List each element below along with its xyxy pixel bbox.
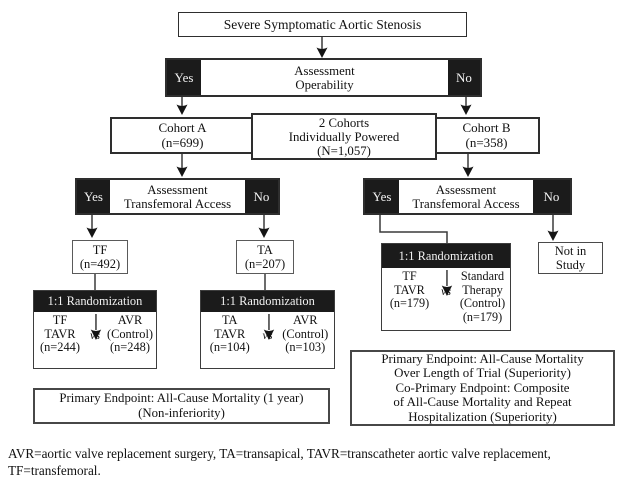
randomization-body (382, 268, 510, 330)
arm-line: Therapy (462, 282, 503, 297)
arrowhead-icon (463, 167, 474, 178)
not-in-study-line2: Study (555, 258, 586, 272)
operability-yes-tag (167, 60, 201, 95)
yes-label: Yes (372, 188, 392, 204)
arm-tavr (201, 314, 259, 368)
randomization-header (382, 244, 510, 268)
arrowhead-icon (87, 228, 98, 239)
arm-line: TAVR (44, 326, 76, 341)
arm-control (104, 314, 156, 368)
ata-left-line1: Assessment (147, 182, 208, 197)
arm-line: (Control) (459, 296, 506, 310)
cohorts-center-box (251, 113, 437, 160)
operability-line2: Operability (295, 77, 354, 92)
no-label: No (253, 188, 270, 204)
arm-line: TA (221, 313, 238, 327)
arm-tavr (382, 270, 437, 330)
title-text: Severe Symptomatic Aortic Stenosis (223, 16, 422, 32)
arm-line: TAVR (394, 282, 425, 297)
yes-label: Yes (84, 188, 103, 204)
ata-right-line1: Assessment (435, 182, 497, 197)
randomization-body (34, 312, 156, 368)
cohort-b-name: Cohort B (462, 120, 511, 135)
arrowhead-icon (177, 167, 188, 178)
vs-divider (437, 270, 455, 330)
tf-label: TF (92, 243, 108, 257)
randomization-header-text: 1:1 Randomization (220, 294, 315, 308)
legend-line2: TF=transfemoral. (8, 462, 101, 478)
endpoint-box-cohort-b (350, 350, 615, 426)
ata-left-label (110, 180, 245, 213)
ata-right-label (399, 180, 533, 213)
endpoint-line: Over Length of Trial (Superiority) (394, 366, 571, 381)
ata-left-no-tag (245, 180, 278, 213)
no-label: No (543, 188, 560, 204)
vs-label: vs (262, 328, 273, 342)
endpoint-line: Co-Primary Endpoint: Composite (395, 380, 570, 395)
randomization-header (34, 291, 156, 312)
endpoint-line: Hospitalization (Superiority) (408, 409, 557, 424)
endpoint-line: Primary Endpoint: All-Cause Mortality (381, 351, 584, 366)
tf-box (72, 240, 128, 274)
yes-label: Yes (174, 69, 194, 85)
cohort-a-name: Cohort A (158, 120, 207, 135)
arm-control (277, 314, 335, 368)
ata-left-yes-tag (77, 180, 110, 213)
operability-line1: Assessment (294, 63, 355, 78)
operability-label (201, 60, 448, 95)
arm-standard-therapy (455, 270, 510, 330)
ata-left-bar (75, 178, 280, 215)
arrowhead-icon (461, 105, 472, 116)
operability-bar (165, 58, 482, 97)
endpoint-line: (Non-inferiority) (138, 406, 225, 420)
cohort-b-cell (435, 119, 538, 152)
arrowhead-icon (317, 48, 328, 59)
arrowhead-icon (177, 105, 188, 116)
arm-line: Standard (460, 269, 505, 283)
randomization-header-text: 1:1 Randomization (47, 294, 143, 308)
randomization-box-tf (33, 290, 157, 369)
ata-left-line2: Transfemoral Access (123, 196, 232, 211)
arrowhead-icon (548, 231, 559, 242)
endpoint-box-cohort-a (33, 388, 330, 424)
cohorts-powered: Individually Powered (288, 129, 400, 144)
ta-box (236, 240, 294, 274)
ta-n: (n=207) (244, 257, 286, 271)
randomization-box-ta (200, 290, 335, 369)
randomization-box-cohort-b (381, 243, 511, 331)
legend-line1: AVR=aortic valve replacement surgery, TA=transapical, TAVR=transcatheter aortic valve replacement, (8, 446, 551, 461)
ata-right-no-tag (533, 180, 570, 213)
arm-line: TF (52, 313, 68, 327)
arm-tavr (34, 314, 86, 368)
not-in-study-box (538, 242, 603, 274)
arm-line: (n=179) (462, 309, 503, 324)
arm-line: TAVR (214, 326, 246, 341)
arm-line: (n=179) (389, 296, 430, 310)
ata-right-bar (363, 178, 572, 215)
endpoint-line: of All-Cause Mortality and Repeat (393, 395, 572, 410)
arm-line: (n=248) (109, 340, 151, 354)
cohorts-count: 2 Cohorts (318, 115, 370, 130)
arm-line: TF (402, 269, 417, 283)
vs-divider (86, 314, 104, 368)
arm-line: (n=103) (285, 340, 326, 354)
arm-line: AVR (117, 313, 143, 327)
arm-line: (n=104) (209, 340, 250, 354)
tf-n: (n=492) (79, 257, 121, 271)
operability-no-tag (448, 60, 480, 95)
elbow-ata-right-yes (380, 215, 447, 243)
ata-right-yes-tag (365, 180, 399, 213)
randomization-header (201, 291, 334, 312)
arm-line: (Control) (282, 326, 329, 341)
cohort-a-cell (112, 119, 253, 152)
endpoint-line: Primary Endpoint: All-Cause Mortality (1 year) (59, 391, 304, 405)
vs-label: vs (90, 328, 100, 342)
randomization-header-text: 1:1 Randomization (398, 248, 494, 263)
arm-line: (n=244) (39, 340, 81, 354)
vs-label: vs (441, 284, 451, 298)
not-in-study-line1: Not in (554, 244, 587, 258)
ta-label: TA (257, 243, 273, 257)
no-label: No (456, 69, 472, 85)
arm-line: AVR (292, 313, 318, 327)
vs-divider (259, 314, 277, 368)
cohorts-total-n: (N=1,057) (317, 143, 371, 158)
cohort-a-n: (n=699) (161, 134, 204, 150)
arm-line: (Control) (106, 326, 154, 341)
arrowhead-icon (259, 228, 270, 239)
title-box (178, 12, 467, 37)
legend-text (8, 446, 620, 479)
randomization-body (201, 312, 334, 368)
cohort-b-n: (n=358) (465, 134, 508, 150)
ata-right-line2: Transfemoral Access (412, 196, 520, 211)
